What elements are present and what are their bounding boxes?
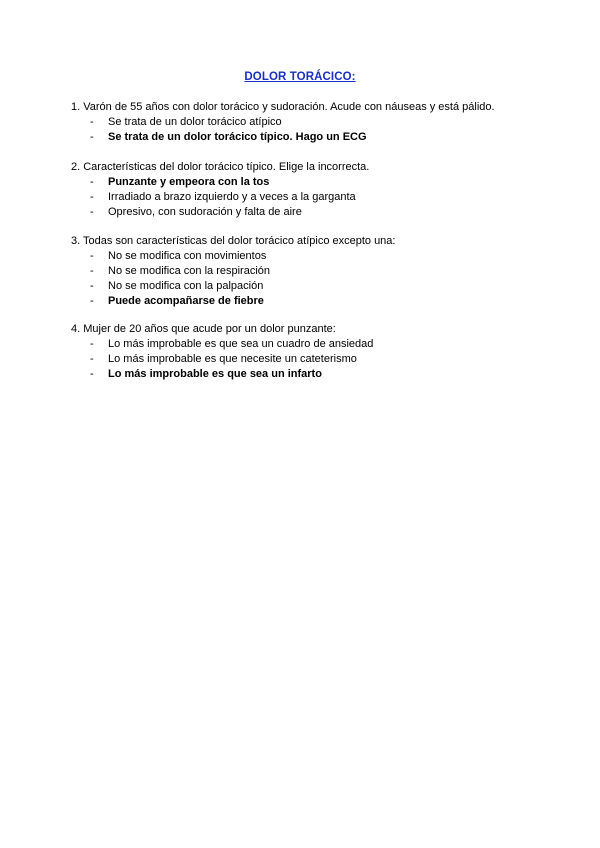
dash-bullet: - bbox=[90, 295, 94, 307]
dash-bullet: - bbox=[90, 131, 94, 143]
document-title: DOLOR TORÁCICO: bbox=[244, 71, 356, 83]
option-text: Se trata de un dolor torácico atípico bbox=[108, 116, 282, 128]
option-text: Se trata de un dolor torácico típico. Hago un ECG bbox=[108, 131, 367, 143]
dash-bullet: - bbox=[90, 338, 94, 350]
option-text: Lo más improbable es que sea un cuadro de ansiedad bbox=[108, 338, 374, 350]
option-item-correct bbox=[71, 130, 551, 145]
question-2 bbox=[71, 160, 551, 220]
question-text: 3. Todas son características del dolor torácico atípico excepto una: bbox=[71, 235, 396, 247]
question-4 bbox=[71, 322, 551, 382]
option-text: No se modifica con la palpación bbox=[108, 280, 264, 292]
option-item bbox=[71, 115, 551, 130]
options-list bbox=[71, 175, 551, 220]
dash-bullet: - bbox=[90, 206, 94, 218]
options-list bbox=[71, 337, 551, 382]
option-text: Lo más improbable es que sea un infarto bbox=[108, 368, 322, 380]
option-text: Opresivo, con sudoración y falta de aire bbox=[108, 206, 302, 218]
option-item-correct bbox=[71, 367, 551, 382]
option-text: Punzante y empeora con la tos bbox=[108, 176, 270, 188]
dash-bullet: - bbox=[90, 353, 94, 365]
dash-bullet: - bbox=[90, 116, 94, 128]
option-text: Puede acompañarse de fiebre bbox=[108, 295, 264, 307]
option-item bbox=[71, 337, 551, 352]
question-text: 4. Mujer de 20 años que acude por un dolor punzante: bbox=[71, 323, 336, 335]
option-text: No se modifica con movimientos bbox=[108, 250, 267, 262]
option-item bbox=[71, 205, 551, 220]
question-text: 2. Características del dolor torácico típico. Elige la incorrecta. bbox=[71, 161, 370, 173]
dash-bullet: - bbox=[90, 250, 94, 262]
option-text: Lo más improbable es que necesite un cateterismo bbox=[108, 353, 357, 365]
option-item bbox=[71, 190, 551, 205]
option-text: No se modifica con la respiración bbox=[108, 265, 271, 277]
dash-bullet: - bbox=[90, 176, 94, 188]
option-item-correct bbox=[71, 175, 551, 190]
option-item bbox=[71, 279, 551, 294]
dash-bullet: - bbox=[90, 280, 94, 292]
question-3 bbox=[71, 234, 551, 309]
options-list bbox=[71, 115, 551, 145]
option-item bbox=[71, 249, 551, 264]
option-item-correct bbox=[71, 294, 551, 309]
question-1 bbox=[71, 100, 551, 145]
dash-bullet: - bbox=[90, 368, 94, 380]
option-item bbox=[71, 264, 551, 279]
option-item bbox=[71, 352, 551, 367]
options-list bbox=[71, 249, 551, 309]
option-text: Irradiado a brazo izquierdo y a veces a la garganta bbox=[108, 191, 356, 203]
question-text: 1. Varón de 55 años con dolor torácico y sudoración. Acude con náuseas y está pálido. bbox=[71, 101, 495, 113]
dash-bullet: - bbox=[90, 265, 94, 277]
dash-bullet: - bbox=[90, 191, 94, 203]
